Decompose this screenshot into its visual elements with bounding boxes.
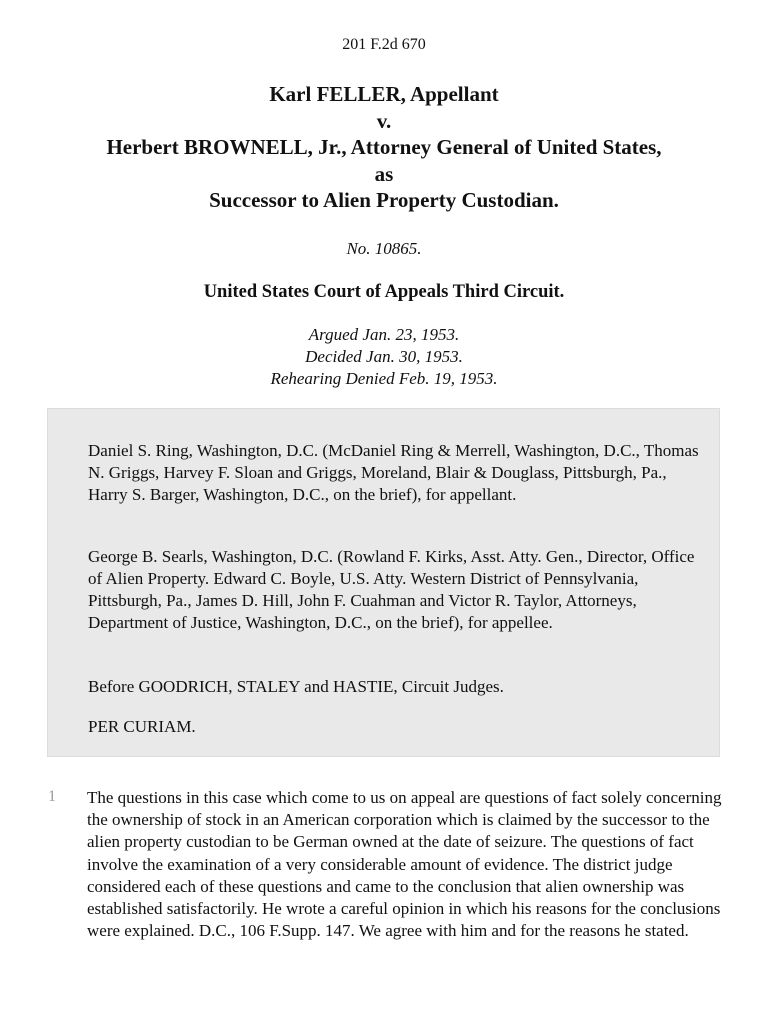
bench-panel: Before GOODRICH, STALEY and HASTIE, Circuit Judges. xyxy=(88,677,504,696)
case-citation: 201 F.2d 670 xyxy=(342,36,426,53)
caption-versus: v. xyxy=(376,108,392,133)
argued-date: Argued Jan. 23, 1953. xyxy=(308,325,460,344)
paragraph-number: 1 xyxy=(48,788,56,805)
decided-date: Decided Jan. 30, 1953. xyxy=(305,347,463,366)
caption-successor: Successor to Alien Property Custodian. xyxy=(209,188,559,212)
rehearing-date: Rehearing Denied Feb. 19, 1953. xyxy=(270,369,498,388)
case-dates xyxy=(0,324,768,390)
caption-appellee: Herbert BROWNELL, Jr., Attorney General of United States, xyxy=(106,135,662,159)
docket-number: No. 10865. xyxy=(346,239,422,258)
appellant-counsel: Daniel S. Ring, Washington, D.C. (McDaniel Ring & Merrell, Washington, D.C., Thomas N. Griggs, Harvey F. Sloan and Griggs, Moreland, Blair & Douglass, Pittsburgh, Pa., Harry S. Barger, Washington, D.C., on the brief), for appellant. xyxy=(88,441,699,504)
opinion-paragraph: The questions in this case which come to us on appeal are questions of fact solely concerning the ownership of stock in an American corporation which is claimed by the successor to the alien property custodian to be German owned at the date of seizure. The questions of fact involve the examination of a very considerable amount of evidence. The district judge considered each of these questions and came to the conclusion that alien ownership was established satisfactorily. He wrote a careful opinion in which his reasons for the conclusions were explained. D.C., 106 F.Supp. 147. We agree with him and for the reasons he stated. xyxy=(87,788,722,941)
appellee-counsel: George B. Searls, Washington, D.C. (Rowland F. Kirks, Asst. Atty. Gen., Director, Office of Alien Property. Edward C. Boyle, U.S. Atty. Western District of Pennsylvania, Pittsburgh, Pa., James D. Hill, John F. Cuahman and Victor R. Taylor, Attorneys, Department of Justice, Washington, D.C., on the brief), for appellee. xyxy=(88,547,695,632)
per-curiam: PER CURIAM. xyxy=(88,717,196,736)
caption-as: as xyxy=(374,161,394,186)
caption-appellant: Karl FELLER, Appellant xyxy=(269,82,499,106)
counsel-box xyxy=(47,408,720,757)
case-caption xyxy=(0,81,768,214)
court-name: United States Court of Appeals Third Circuit. xyxy=(203,282,565,302)
